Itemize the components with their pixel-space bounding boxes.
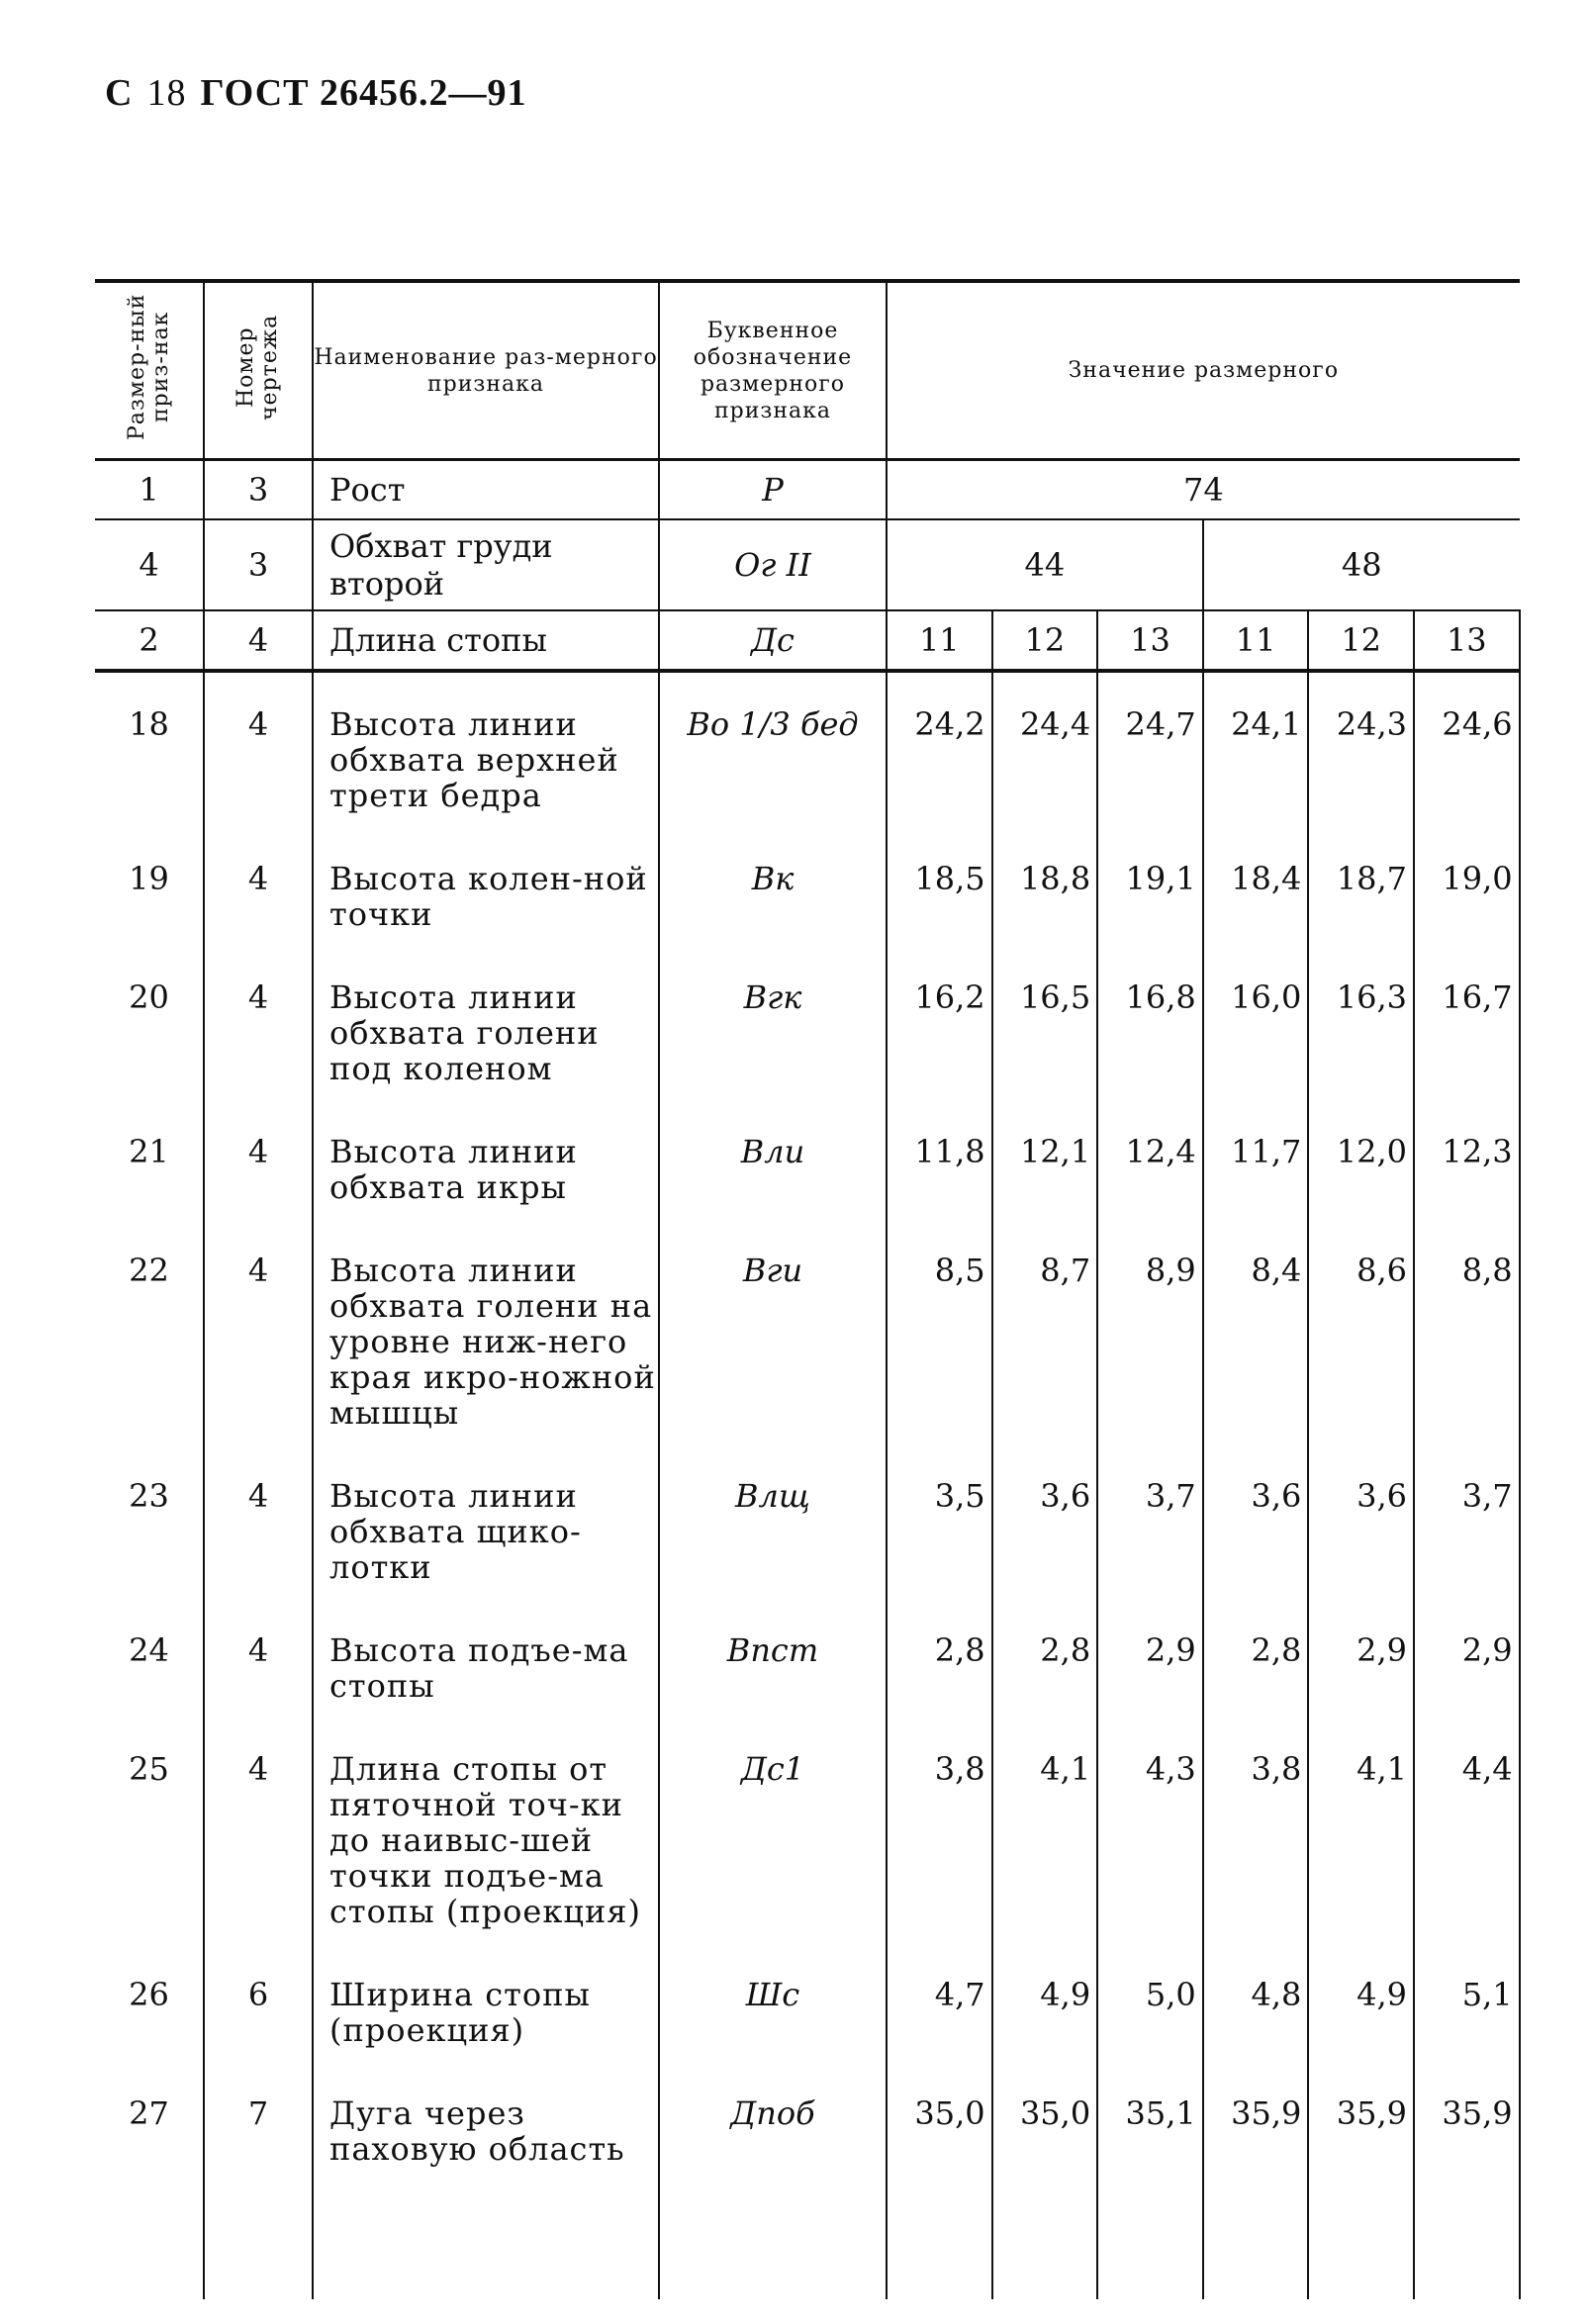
cell-value: 12,4	[1097, 1100, 1203, 1219]
cell-drawing: 6	[204, 1943, 313, 2062]
cell-value: 35,0	[992, 2062, 1098, 2181]
cell-value: 35,9	[1203, 2062, 1309, 2181]
cell-no: 25	[95, 1718, 204, 1943]
cell-value: 24,3	[1308, 671, 1414, 827]
cell-no: 4	[95, 519, 204, 610]
table-body	[95, 671, 1520, 2181]
table-row	[95, 1599, 1520, 1718]
cell-no: 2	[95, 610, 204, 671]
cell-value: 16,8	[1097, 946, 1203, 1100]
cell-name: Высота линии обхвата щико-лотки	[313, 1444, 659, 1599]
table-row	[95, 1444, 1520, 1599]
cell-drawing: 4	[204, 671, 313, 827]
cell-value: 3,7	[1414, 1444, 1520, 1599]
cell-value: 3,7	[1097, 1444, 1203, 1599]
cell-value: 44	[887, 519, 1203, 610]
col-drawing-no: Номер чертежа	[204, 281, 313, 460]
cell-drawing: 4	[204, 1100, 313, 1219]
cell-value: 5,1	[1414, 1943, 1520, 2062]
cell-symbol: Дс	[659, 610, 887, 671]
cell-name: Высота линии обхвата голени на уровне ниж-него края икро-ножной мышцы	[313, 1219, 659, 1444]
cell-value: 8,9	[1097, 1219, 1203, 1444]
cell-drawing: 3	[204, 519, 313, 610]
cell-value: 18,7	[1308, 827, 1414, 946]
col-symbol: Буквенное обозначение размерного признака	[659, 281, 887, 460]
cell-value: 18,8	[992, 827, 1098, 946]
cell-value: 19,1	[1097, 827, 1203, 946]
col-name: Наименование раз-мерного признака	[313, 281, 659, 460]
cell-value: 4,8	[1203, 1943, 1309, 2062]
page-header	[105, 71, 527, 115]
cell-symbol: Р	[659, 460, 887, 520]
cell-symbol: Дпоб	[659, 2062, 887, 2181]
cell-value: 16,3	[1308, 946, 1414, 1100]
cell-value: 12	[1308, 610, 1414, 671]
cell-symbol: Вги	[659, 1219, 887, 1444]
cell-value: 35,1	[1097, 2062, 1203, 2181]
cell-value: 16,7	[1414, 946, 1520, 1100]
cell-value: 11,8	[887, 1100, 992, 1219]
cell-drawing: 4	[204, 827, 313, 946]
sub-row-chest	[95, 519, 1520, 610]
cell-value: 3,8	[1203, 1718, 1309, 1943]
cell-value: 12	[992, 610, 1098, 671]
cell-name: Рост	[313, 460, 659, 520]
cell-drawing: 7	[204, 2062, 313, 2181]
cell-value: 8,7	[992, 1219, 1098, 1444]
series-letter: С	[105, 72, 134, 114]
sub-row-foot	[95, 610, 1520, 671]
cell-value: 4,3	[1097, 1718, 1203, 1943]
cell-value: 19,0	[1414, 827, 1520, 946]
cell-value: 24,2	[887, 671, 992, 827]
cell-value: 18,5	[887, 827, 992, 946]
cell-value: 2,8	[992, 1599, 1098, 1718]
cell-value: 12,3	[1414, 1100, 1520, 1219]
cell-value: 12,0	[1308, 1100, 1414, 1219]
cell-value: 4,9	[992, 1943, 1098, 2062]
cell-symbol: Дс1	[659, 1718, 887, 1943]
cell-no: 19	[95, 827, 204, 946]
cell-value: 2,8	[887, 1599, 992, 1718]
cell-drawing: 3	[204, 460, 313, 520]
cell-symbol: Во 1/3 бед	[659, 671, 887, 827]
cell-value: 13	[1097, 610, 1203, 671]
cell-value: 16,5	[992, 946, 1098, 1100]
cell-value: 35,9	[1308, 2062, 1414, 2181]
cell-value: 4,1	[1308, 1718, 1414, 1943]
cell-name: Высота линии обхвата голени под коленом	[313, 946, 659, 1100]
page-number: 18	[146, 72, 187, 114]
cell-name: Высота линии обхвата верхней трети бедра	[313, 671, 659, 827]
cell-value: 2,9	[1414, 1599, 1520, 1718]
cell-value: 3,6	[1308, 1444, 1414, 1599]
header-row	[95, 281, 1520, 460]
dimensions-table	[95, 279, 1521, 2299]
cell-value: 2,9	[1097, 1599, 1203, 1718]
cell-value: 35,0	[887, 2062, 992, 2181]
cell-value: 74	[887, 460, 1520, 520]
cell-value: 11	[887, 610, 992, 671]
cell-name: Высота колен-ной точки	[313, 827, 659, 946]
cell-symbol: Влщ	[659, 1444, 887, 1599]
cell-value: 24,4	[992, 671, 1098, 827]
table-row	[95, 1718, 1520, 1943]
cell-value: 8,5	[887, 1219, 992, 1444]
cell-value: 4,1	[992, 1718, 1098, 1943]
cell-value: 11	[1203, 610, 1309, 671]
table-row	[95, 827, 1520, 946]
cell-value: 8,4	[1203, 1219, 1309, 1444]
cell-value: 48	[1203, 519, 1520, 610]
cell-no: 22	[95, 1219, 204, 1444]
cell-no: 1	[95, 460, 204, 520]
cell-value: 24,7	[1097, 671, 1203, 827]
table-row	[95, 2062, 1520, 2181]
cell-no: 27	[95, 2062, 204, 2181]
cell-value: 3,6	[1203, 1444, 1309, 1599]
col-value: Значение размерного	[887, 281, 1520, 460]
dimensions-table-wrap	[95, 279, 1520, 2299]
table-row	[95, 1943, 1520, 2062]
cell-symbol: Впст	[659, 1599, 887, 1718]
cell-name: Высота линии обхвата икры	[313, 1100, 659, 1219]
cell-no: 21	[95, 1100, 204, 1219]
cell-name: Длина стопы от пяточной точ-ки до наивыс-шей точки подъе-ма стопы (проекция)	[313, 1718, 659, 1943]
cell-value: 11,7	[1203, 1100, 1309, 1219]
cell-value: 13	[1414, 610, 1520, 671]
cell-drawing: 4	[204, 1444, 313, 1599]
cell-symbol: Шс	[659, 1943, 887, 2062]
cell-symbol: Вли	[659, 1100, 887, 1219]
cell-value: 3,5	[887, 1444, 992, 1599]
cell-value: 5,0	[1097, 1943, 1203, 2062]
cell-symbol: Вгк	[659, 946, 887, 1100]
cell-drawing: 4	[204, 1599, 313, 1718]
cell-value: 2,8	[1203, 1599, 1309, 1718]
cell-no: 23	[95, 1444, 204, 1599]
standard-code: ГОСТ 26456.2—91	[200, 72, 527, 114]
cell-drawing: 4	[204, 946, 313, 1100]
cell-drawing: 4	[204, 1219, 313, 1444]
cell-value: 35,9	[1414, 2062, 1520, 2181]
cell-no: 24	[95, 1599, 204, 1718]
table-row	[95, 671, 1520, 827]
cell-value: 4,9	[1308, 1943, 1414, 2062]
cell-drawing: 4	[204, 610, 313, 671]
cell-value: 24,6	[1414, 671, 1520, 827]
cell-name: Длина стопы	[313, 610, 659, 671]
table-row	[95, 1219, 1520, 1444]
sub-row-height	[95, 460, 1520, 520]
cell-value: 18,4	[1203, 827, 1309, 946]
cell-no: 20	[95, 946, 204, 1100]
cell-value: 24,1	[1203, 671, 1309, 827]
cell-name: Высота подъе-ма стопы	[313, 1599, 659, 1718]
cell-value: 16,2	[887, 946, 992, 1100]
cell-value: 12,1	[992, 1100, 1098, 1219]
cell-name: Обхват груди второй	[313, 519, 659, 610]
cell-symbol: Вк	[659, 827, 887, 946]
cell-drawing: 4	[204, 1718, 313, 1943]
table-tail	[95, 2181, 1520, 2299]
cell-value: 4,7	[887, 1943, 992, 2062]
cell-value: 4,4	[1414, 1718, 1520, 1943]
cell-value: 3,8	[887, 1718, 992, 1943]
col-feature-no: Размер-ный приз-нак	[95, 281, 204, 460]
cell-symbol: Ог II	[659, 519, 887, 610]
table-row	[95, 946, 1520, 1100]
cell-name: Ширина стопы (проекция)	[313, 1943, 659, 2062]
cell-value: 16,0	[1203, 946, 1309, 1100]
cell-no: 26	[95, 1943, 204, 2062]
table-row	[95, 1100, 1520, 1219]
cell-value: 3,6	[992, 1444, 1098, 1599]
cell-no: 18	[95, 671, 204, 827]
cell-value: 8,6	[1308, 1219, 1414, 1444]
cell-value: 2,9	[1308, 1599, 1414, 1718]
cell-value: 8,8	[1414, 1219, 1520, 1444]
cell-name: Дуга через паховую область	[313, 2062, 659, 2181]
